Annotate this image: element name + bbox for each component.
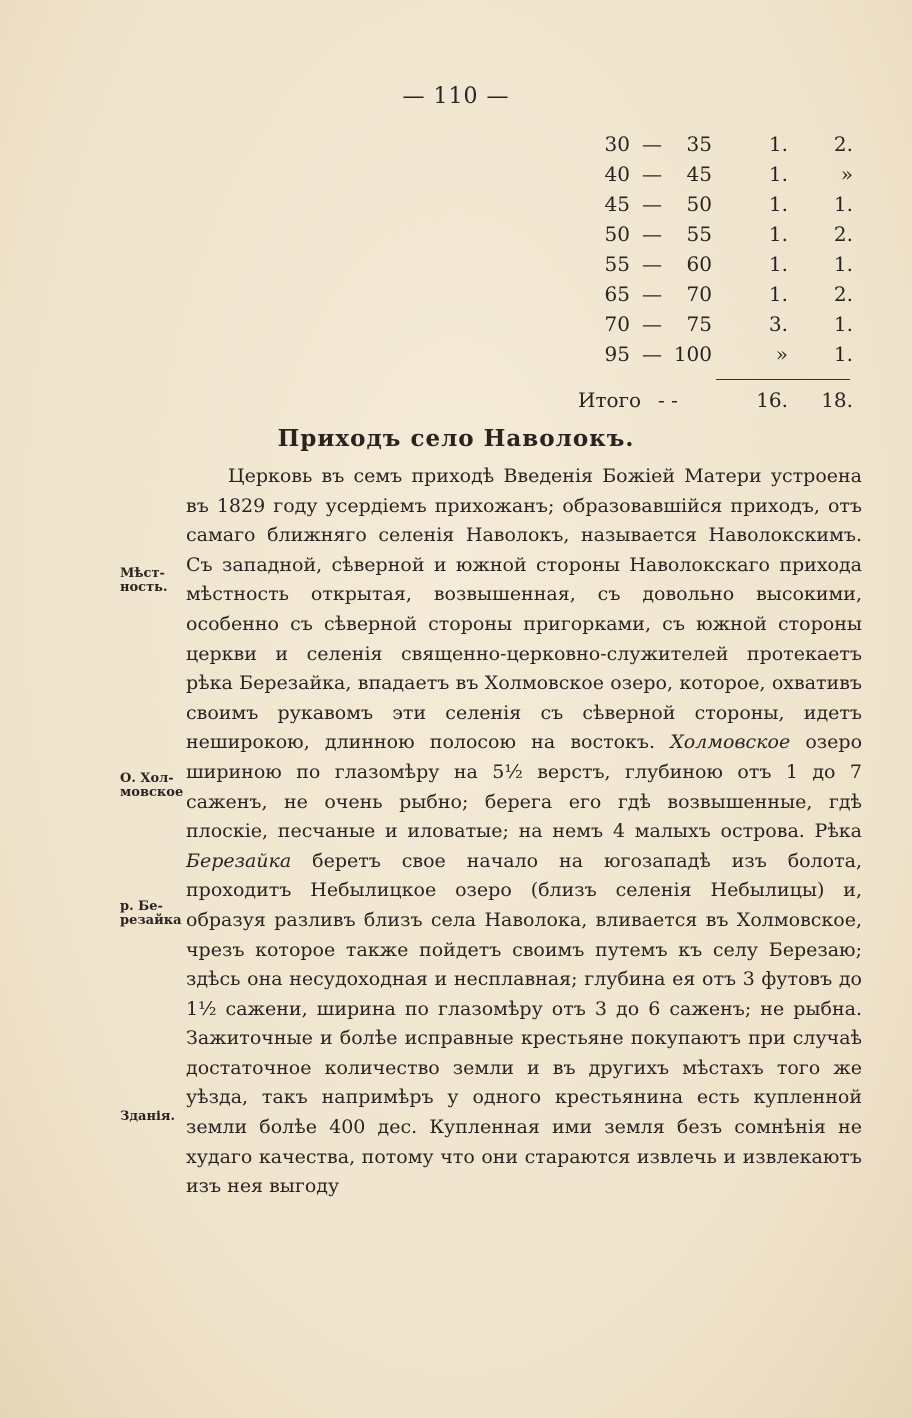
cell-dash: — [642,312,662,336]
cell-from: 50 [604,222,630,246]
table-row [560,340,860,370]
text-part-2: озеро шириною по глазомѣру на 5½ верстъ, глубиною отъ 1 до 7 саженъ, не очень рыбно; берега его гдѣ возвышенные, гдѣ плоскіе, песчаные и иловатые; на немъ 4 малыхъ острова. Рѣка [186,731,863,843]
cell-b: 1. [833,312,853,336]
cell-from: 40 [604,162,630,186]
cell-b: 2. [833,132,853,156]
cell-dash: — [642,162,662,186]
total-b: 18. [821,388,853,412]
cell-a: » [775,342,788,366]
cell-from: 70 [604,312,630,336]
total-label: Итого [578,388,642,412]
cell-to: 45 [686,162,712,186]
cell-to: 100 [673,342,712,366]
margin-note-zdaniya: Зданія. [120,1109,176,1124]
total-a: 16. [756,388,788,412]
italic-berezaika: Березайка [186,849,292,872]
page-number: — 110 — [402,84,510,109]
cell-dash: — [642,222,662,246]
section-heading: Приходъ село Наволокъ. [277,425,635,452]
cell-a: 3. [768,312,788,336]
table-row [560,220,860,250]
age-table [560,130,860,370]
cell-to: 55 [686,222,712,246]
cell-a: 1. [768,132,788,156]
total-rule [716,379,850,380]
cell-dash: — [642,252,662,276]
cell-from: 65 [604,282,630,306]
cell-b: 1. [833,342,853,366]
cell-a: 1. [768,222,788,246]
cell-dash: — [642,132,662,156]
margin-note-kholmovskoe: О. Хол-мовское [120,771,184,800]
table-row [560,160,860,190]
cell-dash: — [642,342,662,366]
cell-a: 1. [768,252,788,276]
total-dash: - - [658,388,678,412]
cell-a: 1. [768,162,788,186]
cell-to: 35 [686,132,712,156]
cell-to: 75 [686,312,712,336]
margin-note-mestnost: Мѣст-ность. [120,566,168,595]
cell-a: 1. [768,282,788,306]
italic-kholmovskoe: Холмовское [670,731,791,754]
text-part-1: Церковь въ семъ приходѣ Введенія Божіей Матери устроена въ 1829 году усердіемъ прихожанъ; образовавшійся приходъ, отъ самаго ближняго селенія Наволокъ, называется Наволокскимъ. Съ западной, сѣверной и южной стороны Наволокскаго прихода мѣстность открытая, возвышенная, съ довольно высокими, особенно съ сѣверной стороны пригорками, съ южной стороны церкви и селенія священно-церковно-служителей протекаетъ рѣка Березайка, впадаетъ въ Холмовское озеро, которое, охвативъ своимъ рукавомъ эти селенія съ сѣверной стороны, идетъ неширокою, длинною полосою на востокъ. [186,465,862,754]
margin-note-berezaika: р. Бе-резайка [120,899,182,928]
body-paragraph [186,462,862,1202]
cell-from: 55 [604,252,630,276]
cell-from: 30 [604,132,630,156]
cell-b: 1. [833,192,853,216]
table-row [560,130,860,160]
table-row [560,310,860,340]
cell-from: 45 [604,192,630,216]
cell-to: 70 [686,282,712,306]
cell-b: 1. [833,252,853,276]
table-row [560,190,860,220]
cell-dash: — [642,192,662,216]
cell-b: 2. [833,222,853,246]
cell-to: 60 [686,252,712,276]
cell-b: » [840,162,853,186]
table-row [560,280,860,310]
cell-b: 2. [833,282,853,306]
cell-a: 1. [768,192,788,216]
cell-dash: — [642,282,662,306]
cell-to: 50 [686,192,712,216]
table-total-row [560,386,860,416]
table-row [560,250,860,280]
cell-from: 95 [604,342,630,366]
text-part-3: беретъ свое начало на югозападѣ изъ болота, проходитъ Небылицкое озеро (близъ селенія Небылицы) и, образуя разливъ близъ села Наволока, вливается въ Холмовское, чрезъ которое также пойдетъ своимъ путемъ къ селу Березаю; здѣсь она несудоходная и несплавная; глубина ея отъ 3 футовъ до 1½ сажени, ширина по глазомѣру отъ 3 до 6 саженъ; не рыбна. Зажиточные и болѣе исправные крестьяне покупаютъ при случаѣ достаточное количество земли и въ другихъ мѣстахъ того же уѣзда, такъ напримѣръ у одного крестьянина есть купленной земли болѣе 400 дес. Купленная ими земля безъ сомнѣнія не худаго качества, потому что они стараются извлечь и извлекаютъ изъ нея выгоду [186,849,862,1198]
